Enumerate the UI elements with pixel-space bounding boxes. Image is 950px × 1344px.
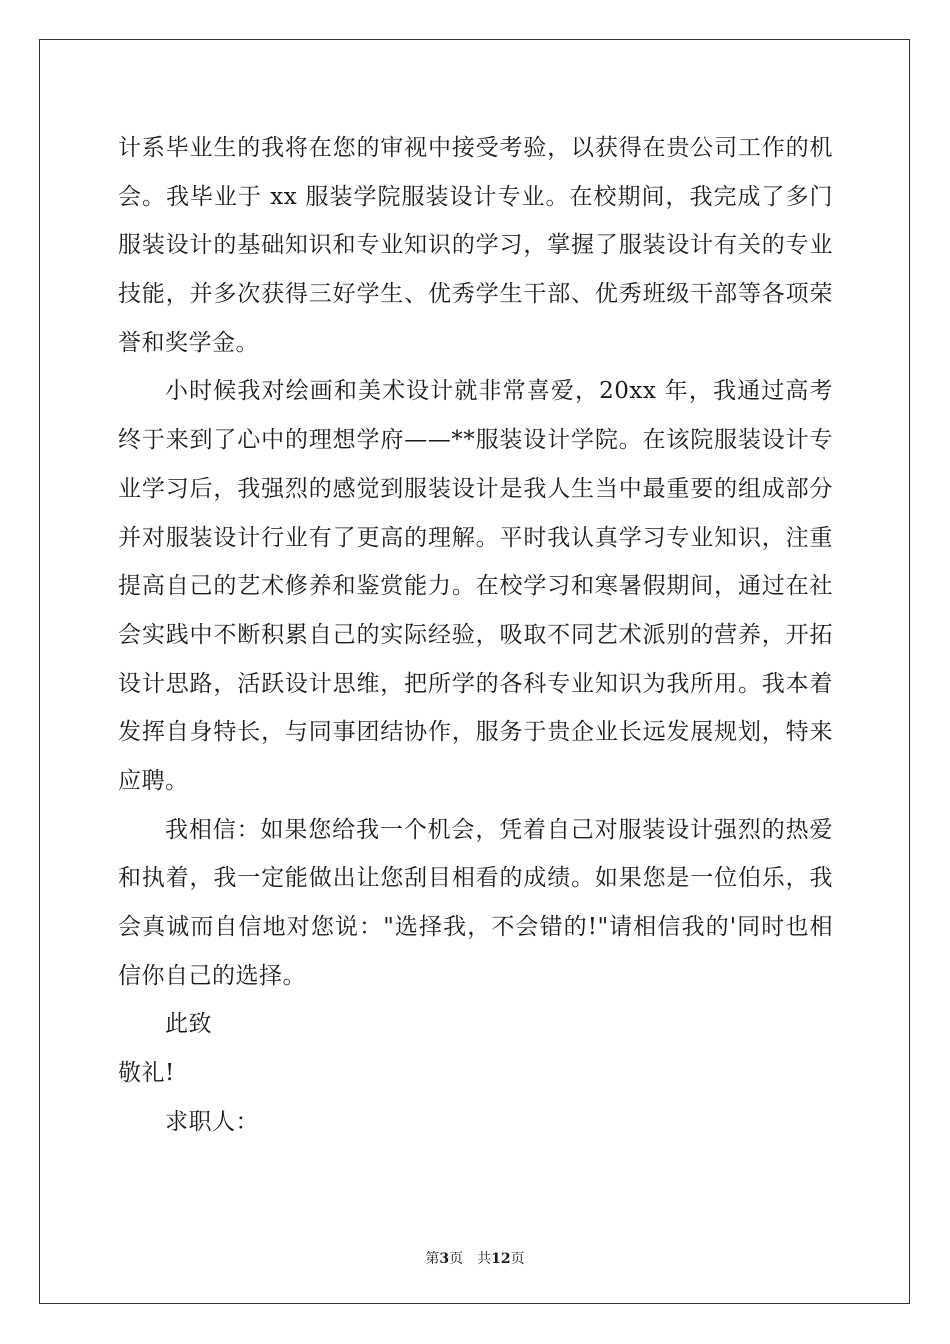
text-line: 技能，并多次获得三好学生、优秀学生干部、优秀班级干部等各项荣 [118,281,833,308]
text-line: 设计思路，活跃设计思维，把所学的各科专业知识为我所用。我本着 [118,670,833,697]
total-pages: 12 [491,1251,511,1267]
text-line: 提高自己的艺术修养和鉴赏能力。在校学习和寒暑假期间，通过在社 [118,573,833,600]
text-line: 会。我毕业于 xx 服装学院服装设计专业。在校期间，我完成了多门 [118,183,833,210]
text-line: 小时候我对绘画和美术设计就非常喜爱，20xx 年，我通过高考 [165,378,833,405]
applicant-label: 求职人： [165,1108,259,1135]
page-prefix: 第 [425,1251,440,1267]
text-line: 计系毕业生的我将在您的审视中接受考验，以获得在贵公司工作的机 [118,135,833,161]
text-line: 终于来到了心中的理想学府——**服装设计学院。在该院服装设计专 [118,427,833,454]
text-line: 和执着，我一定能做出让您刮目相看的成绩。如果您是一位伯乐，我 [118,865,833,892]
paragraph [118,124,833,367]
salutation: 此致 [165,1011,212,1038]
text-line: 应聘。 [118,767,189,794]
text-line: 服装设计的基础知识和专业知识的学习，掌握了服装设计有关的专业 [118,232,833,259]
text-line: 会真诚而自信地对您说："选择我，不会错的!"请相信我的'同时也相 [118,914,833,940]
respect-line: 敬礼! [118,1060,175,1087]
paragraph [118,806,833,1001]
text-line: 业学习后，我强烈的感觉到服装设计是我人生当中最重要的组成部分 [118,475,833,502]
text-line: 誉和奖学金。 [118,329,259,356]
text-line: 我相信：如果您给我一个机会，凭着自己对服装设计强烈的热爱 [165,816,833,843]
total-prefix: 共 [477,1251,492,1267]
text-line: 信你自己的选择。 [118,962,306,989]
page-footer [0,1248,950,1268]
page-number: 3 [439,1251,450,1267]
text-line: 会实践中不断积累自己的实际经验，吸取不同艺术派别的营养，开拓 [118,621,833,648]
letter-body [118,124,833,1146]
paragraph [118,367,833,805]
total-suffix: 页 [510,1251,525,1267]
page-suffix: 页 [449,1251,464,1267]
text-line: 并对服装设计行业有了更高的理解。平时我认真学习专业知识，注重 [118,524,833,551]
text-line: 发挥自身特长，与同事团结协作，服务于贵企业长远发展规划，特来 [118,719,833,746]
